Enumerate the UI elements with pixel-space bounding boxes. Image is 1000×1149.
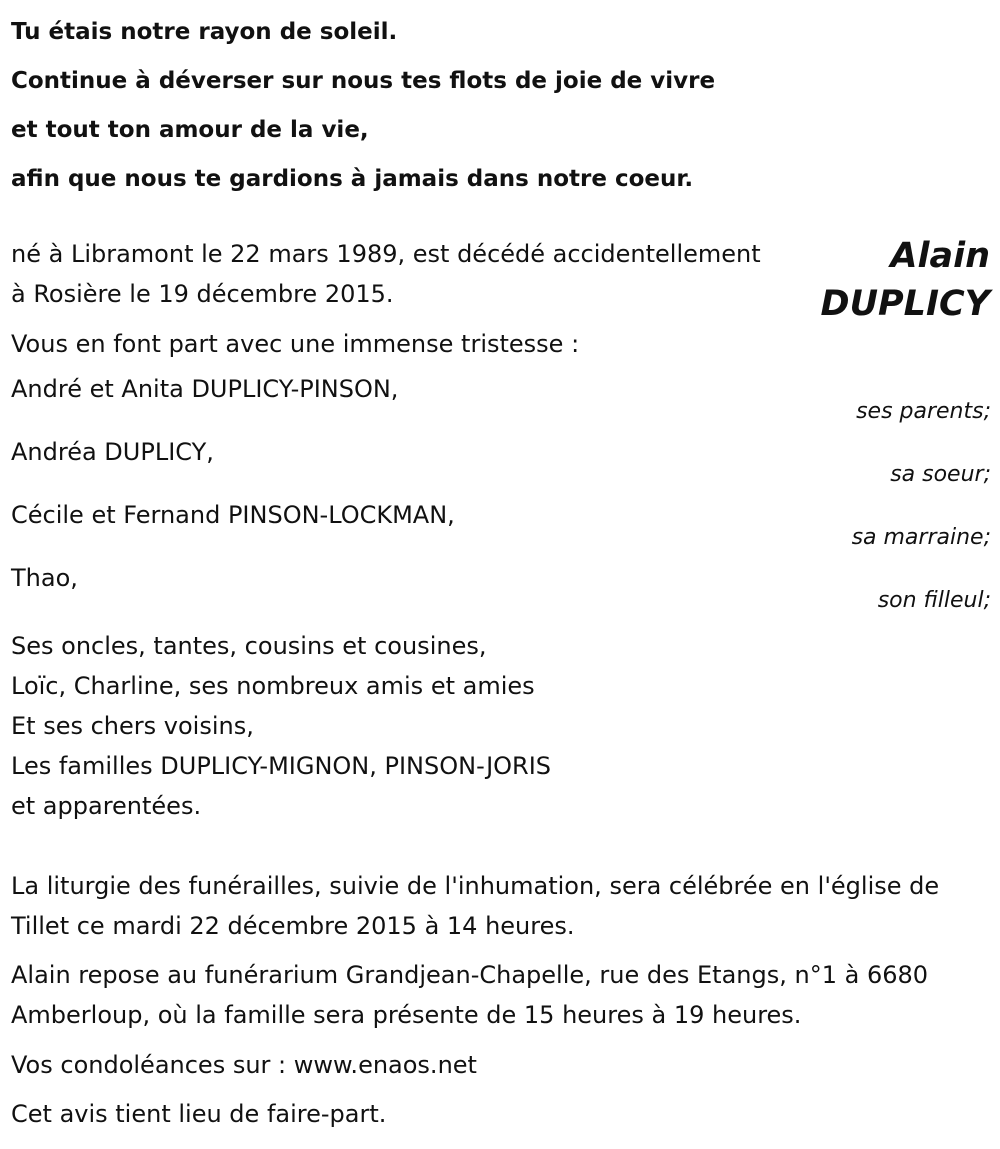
- poem-line: Continue à déverser sur nous tes flots de joie de vivre: [11, 68, 716, 94]
- announcement-line: Vous en font part avec une immense tristesse :: [11, 330, 580, 358]
- funeral-home-details: Alain repose au funérarium Grandjean-Chapelle, rue des Etangs, n°1 à 6680 Amberloup, où la famille sera présente de 15 heures à 19 heures.: [11, 961, 929, 1029]
- mourner-line: Ses oncles, tantes, cousins et cousines,: [11, 632, 487, 660]
- ceremony-details: La liturgie des funérailles, suivie de l'inhumation, sera célébrée en l'église de Tillet ce mardi 22 décembre 2015 à 14 heures.: [11, 872, 940, 940]
- mourner-line: Les familles DUPLICY-MIGNON, PINSON-JORIS: [11, 752, 552, 780]
- poem: [11, 8, 991, 204]
- relative-name: André et Anita DUPLICY-PINSON,: [11, 375, 399, 403]
- deceased-first-name: Alain: [890, 236, 990, 276]
- relative-name: Andréa DUPLICY,: [11, 438, 214, 466]
- relative-role: son filleul;: [877, 588, 991, 613]
- mourner-line: Et ses chers voisins,: [11, 712, 254, 740]
- mourner-line: Loïc, Charline, ses nombreux amis et amies: [11, 672, 535, 700]
- relative-name: Cécile et Fernand PINSON-LOCKMAN,: [11, 501, 455, 529]
- condolences-line: Vos condoléances sur : www.enaos.net: [11, 1051, 477, 1079]
- relative-name: Thao,: [11, 564, 78, 592]
- notice-line: Cet avis tient lieu de faire-part.: [11, 1100, 387, 1128]
- relative-role: sa soeur;: [890, 462, 991, 487]
- poem-line: et tout ton amour de la vie,: [11, 117, 369, 143]
- other-mourners: [11, 626, 551, 826]
- relative-role: sa marraine;: [851, 525, 991, 550]
- poem-line: Tu étais notre rayon de soleil.: [11, 19, 398, 45]
- relative-role: ses parents;: [856, 399, 991, 424]
- deceased-name: [821, 232, 990, 328]
- poem-line: afin que nous te gardions à jamais dans notre coeur.: [11, 166, 694, 192]
- birth-death-statement: né à Libramont le 22 mars 1989, est décédé accidentellement à Rosière le 19 décembre 2015.: [11, 240, 761, 308]
- mourner-line: et apparentées.: [11, 792, 202, 820]
- deceased-last-name: DUPLICY: [820, 284, 990, 324]
